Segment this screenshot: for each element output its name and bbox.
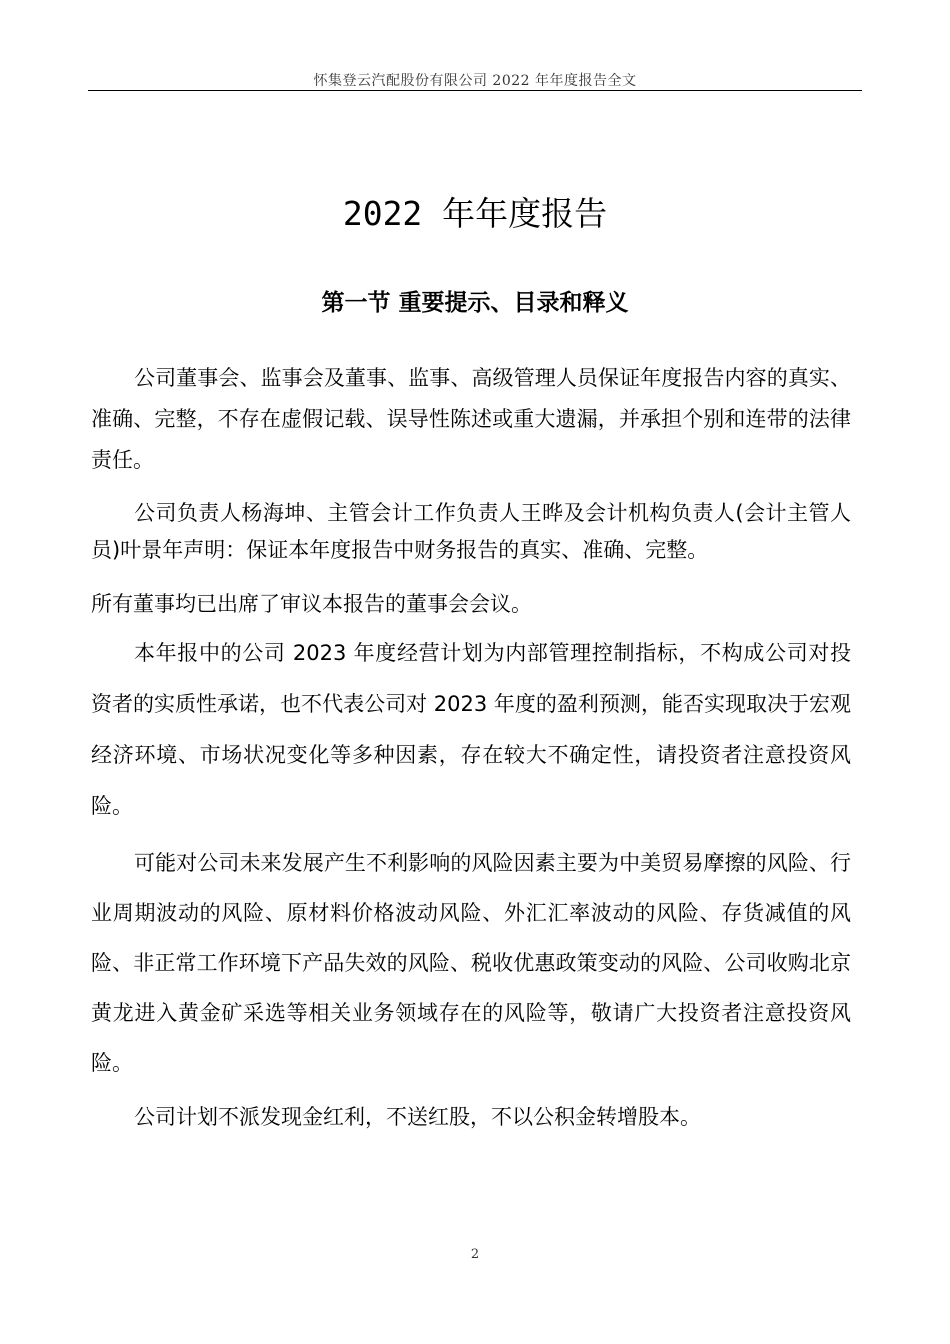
- document-title: 2022 年年度报告: [342, 194, 608, 233]
- paragraph: [91, 1097, 851, 1137]
- paragraph: [91, 358, 851, 481]
- section-title: 第一节 重要提示、目录和释义: [321, 290, 629, 316]
- paragraph-text: 公司计划不派发现金红利，不送红股，不以公积金转增股本。: [134, 1105, 701, 1129]
- paragraph: [91, 586, 851, 623]
- paragraph: [91, 838, 851, 1088]
- running-header: 怀集登云汽配股份有限公司 2022 年年度报告全文: [313, 73, 637, 89]
- paragraph: [91, 628, 851, 832]
- paragraph-text: 本年报中的公司 2023 年度经营计划为内部管理控制指标，不构成公司对投资者的实质性承诺，也不代表公司对 2023 年度的盈利预测，能否实现取决于宏观经济环境、市场状况变化等多种因素，存在较大不确定性，请投资者注意投资风险。: [91, 641, 851, 818]
- paragraph: [91, 495, 851, 569]
- page-number: 2: [470, 1247, 480, 1262]
- header-divider: [88, 90, 862, 91]
- paragraph-text: 公司负责人杨海坤、主管会计工作负责人王晔及会计机构负责人(会计主管人员)叶景年声明：保证本年度报告中财务报告的真实、准确、完整。: [91, 501, 851, 562]
- paragraph-text: 可能对公司未来发展产生不利影响的风险因素主要为中美贸易摩擦的风险、行业周期波动的风险、原材料价格波动风险、外汇汇率波动的风险、存货减值的风险、非正常工作环境下产品失效的风险、税收优惠政策变动的风险、公司收购北京黄龙进入黄金矿采选等相关业务领域存在的风险等，敬请广大投资者注意投资风险。: [91, 851, 851, 1075]
- paragraph-text: 所有董事均已出席了审议本报告的董事会会议。: [91, 592, 532, 616]
- paragraph-text: 公司董事会、监事会及董事、监事、高级管理人员保证年度报告内容的真实、准确、完整，不存在虚假记载、误导性陈述或重大遗漏，并承担个别和连带的法律责任。: [91, 366, 851, 472]
